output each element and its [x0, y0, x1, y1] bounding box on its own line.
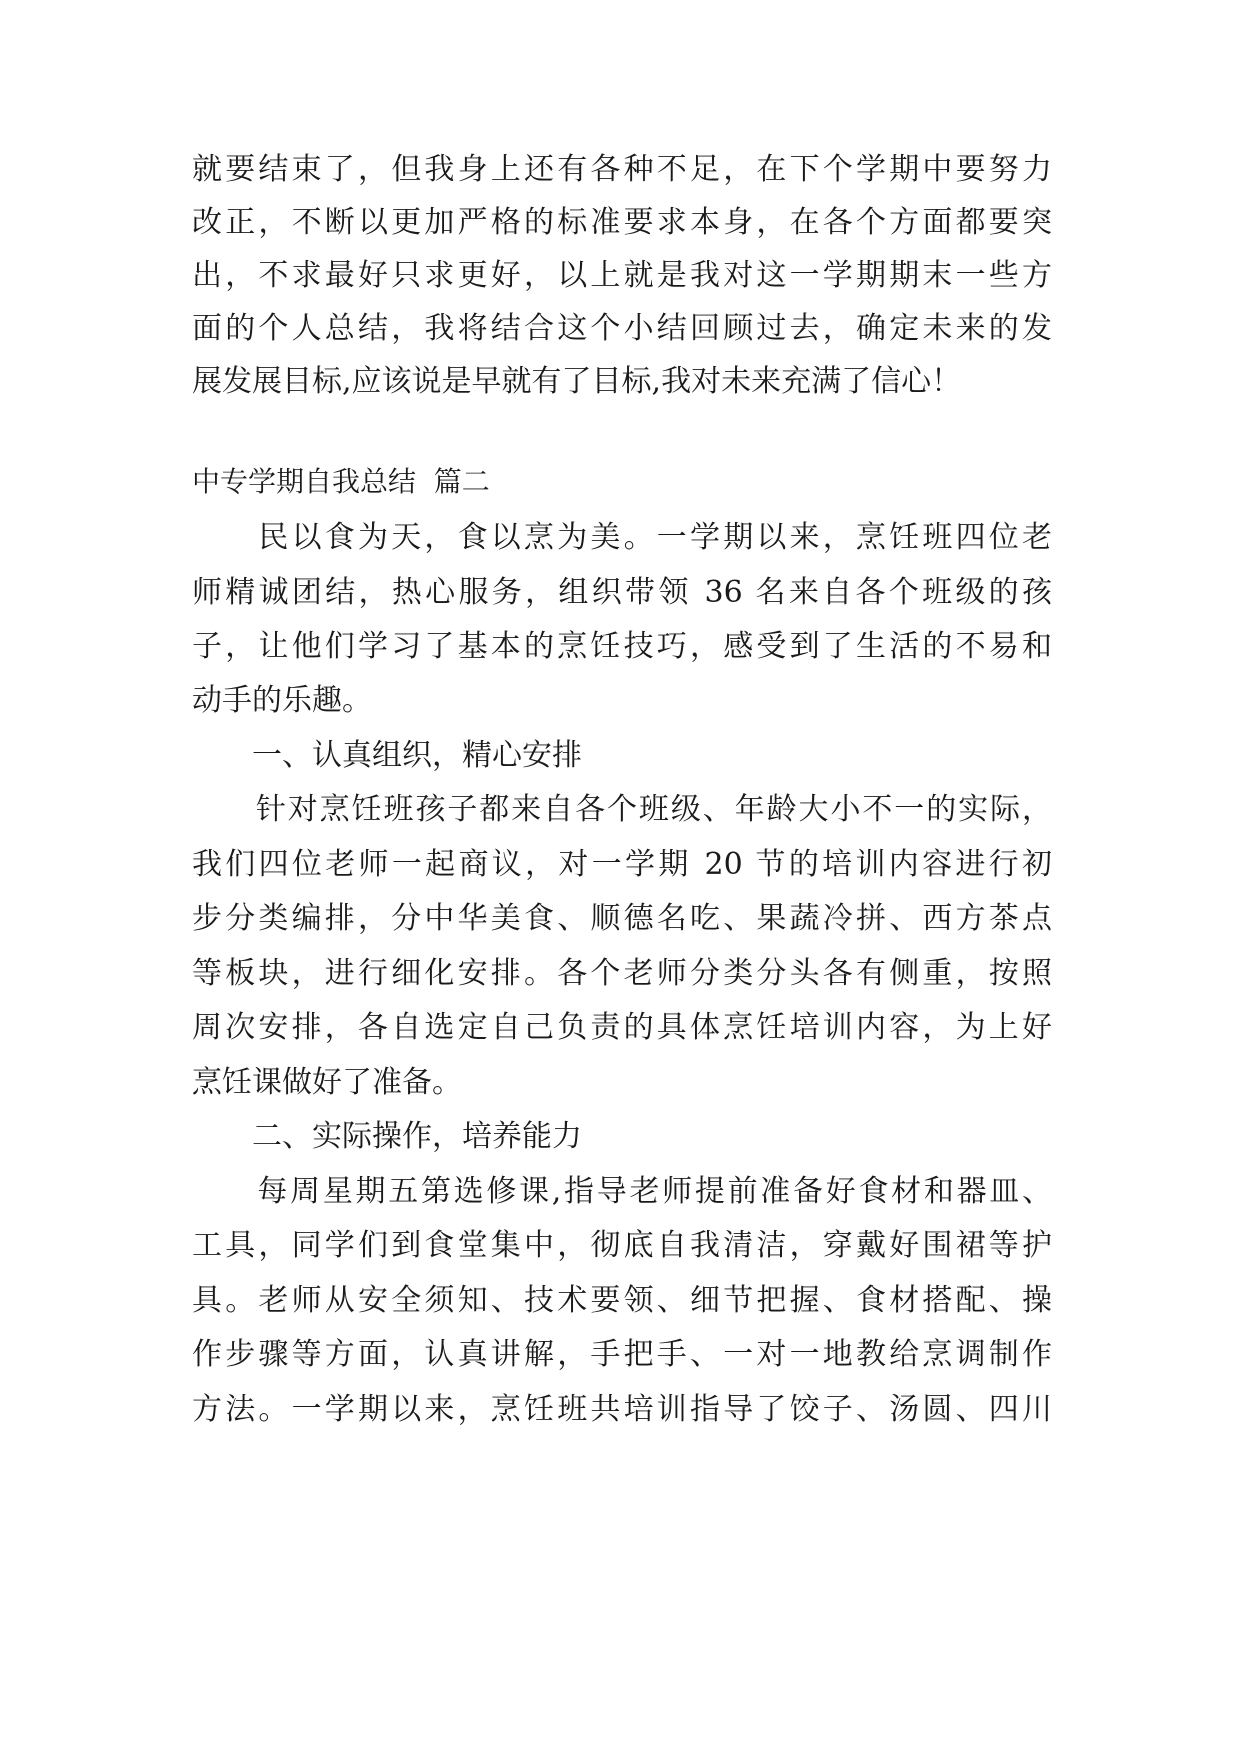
paragraph-line: 等板块，进行细化安排。各个老师分类分头各有侧重，按照	[192, 956, 1052, 991]
paragraph-line: 周次安排，各自选定自己负责的具体烹饪培训内容，为上好	[192, 1010, 1052, 1045]
paragraph-line: 具。老师从安全须知、技术要领、细节把握、食材搭配、操	[192, 1283, 1052, 1318]
subsection-heading: 一、认真组织，精心安排	[192, 738, 582, 773]
paragraph-line: 改正，不断以更加严格的标准要求本身，在各个方面都要突	[192, 205, 1052, 240]
paragraph-line: 师精诚团结，热心服务，组织带领 36 名来自各个班级的孩	[192, 575, 1052, 610]
paragraph-line: 烹饪课做好了准备。	[192, 1065, 462, 1100]
paragraph-line: 步分类编排，分中华美食、顺德名吃、果蔬冷拼、西方茶点	[192, 901, 1052, 936]
paragraph-line: 就要结束了，但我身上还有各种不足，在下个学期中要努力	[192, 152, 1052, 187]
paragraph-line: 展发展目标,应该说是早就有了目标,我对未来充满了信心！	[192, 364, 962, 399]
paragraph-line: 工具，同学们到食堂集中，彻底自我清洁，穿戴好围裙等护	[192, 1228, 1052, 1263]
paragraph-line: 方法。一学期以来，烹饪班共培训指导了饺子、汤圆、四川	[192, 1392, 1052, 1427]
paragraph-line: 面的个人总结，我将结合这个小结回顾过去，确定未来的发	[192, 311, 1052, 346]
paragraph-line: 针对烹饪班孩子都来自各个班级、年龄大小不一的实际，	[192, 792, 1052, 827]
paragraph-line: 我们四位老师一起商议，对一学期 20 节的培训内容进行初	[192, 847, 1052, 882]
paragraph-line: 动手的乐趣。	[192, 683, 372, 718]
paragraph-line: 民以食为天，食以烹为美。一学期以来，烹饪班四位老	[192, 520, 1052, 555]
subsection-heading: 二、实际操作，培养能力	[192, 1119, 582, 1154]
paragraph-line: 子，让他们学习了基本的烹饪技巧，感受到了生活的不易和	[192, 629, 1052, 664]
paragraph-line: 出，不求最好只求更好，以上就是我对这一学期期末一些方	[192, 258, 1052, 293]
paragraph-line: 每周星期五第选修课,指导老师提前准备好食材和器皿、	[192, 1174, 1052, 1209]
paragraph-line: 作步骤等方面，认真讲解，手把手、一对一地教给烹调制作	[192, 1337, 1052, 1372]
section-title: 中专学期自我总结 篇二	[192, 465, 490, 498]
